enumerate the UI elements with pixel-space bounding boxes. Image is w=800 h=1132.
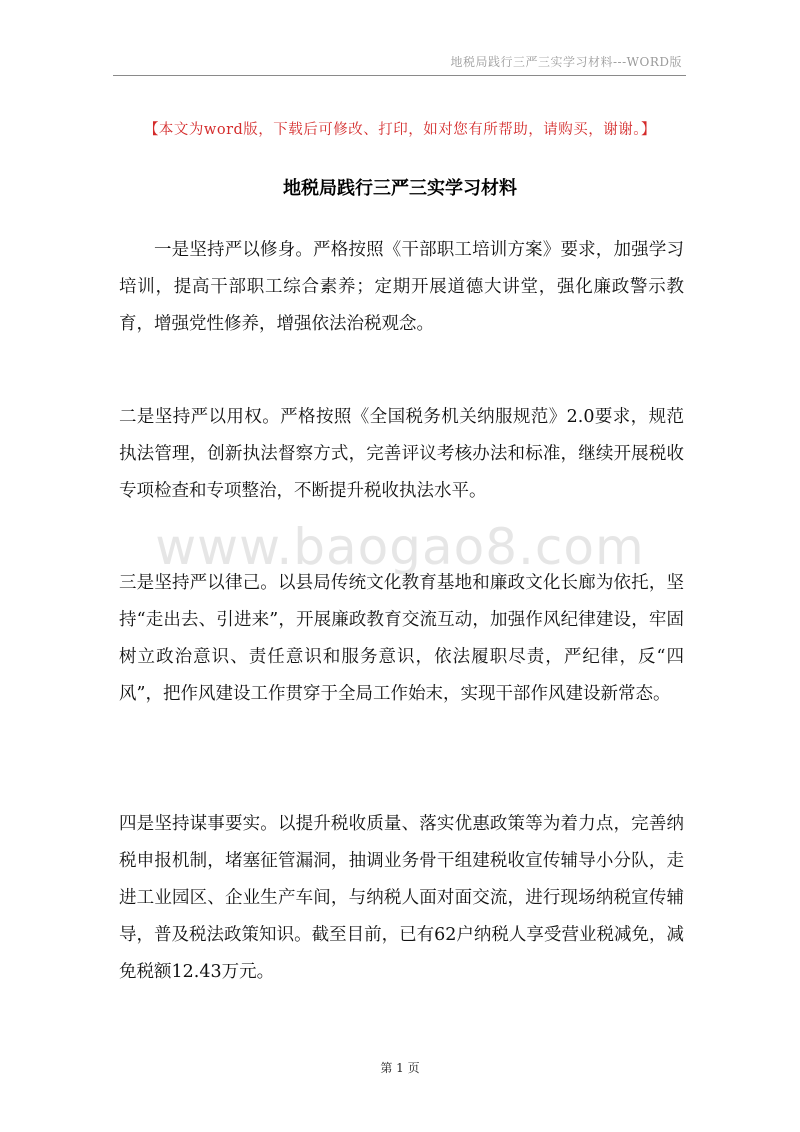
running-header: 地税局践行三严三实学习材料---WORD版 <box>450 55 682 69</box>
page-number: 第 1 页 <box>380 1061 420 1075</box>
header-divider <box>113 75 686 76</box>
paragraph-4: 四是坚持谋事要实。以提升税收质量、落实优惠政策等为着力点，完善纳税申报机制，堵塞征管漏洞，抽调业务骨干组建税收宣传辅导小分队，走进工业园区、企业生产车间，与纳税人面对面交流，进行现场纳税宣传辅导，普及税法政策知识。截至目前，已有62户纳税人享受营业税减免，减免税额12.43万元。 <box>119 814 684 982</box>
document-title: 地税局践行三严三实学习材料 <box>283 178 517 199</box>
paragraph-3: 三是坚持严以律己。以县局传统文化教育基地和廉政文化长廊为依托，坚持“走出去、引进来”，开展廉政教育交流互动，加强作风纪律建设，牢固树立政治意识、责任意识和服务意识，依法履职尽责，严纪律，反“四风”，把作风建设工作贯穿于全局工作始末，实现干部作风建设新常态。 <box>119 573 684 704</box>
paragraph-1: 一是坚持严以修身。严格按照《干部职工培训方案》要求，加强学习培训，提高干部职工综合素养；定期开展道德大讲堂，强化廉政警示教育，增强党性修养，增强依法治税观念。 <box>119 240 684 334</box>
paragraph-2: 二是坚持严以用权。严格按照《全国税务机关纳服规范》2.0要求，规范执法管理，创新执法督察方式，完善评议考核办法和标准，继续开展税收专项检查和专项整治，不断提升税收执法水平。 <box>119 407 684 501</box>
download-notice: 【本文为word版，下载后可修改、打印，如对您有所帮助，请购买，谢谢。】 <box>143 122 657 138</box>
watermark: www.baogao8.com <box>155 518 645 576</box>
